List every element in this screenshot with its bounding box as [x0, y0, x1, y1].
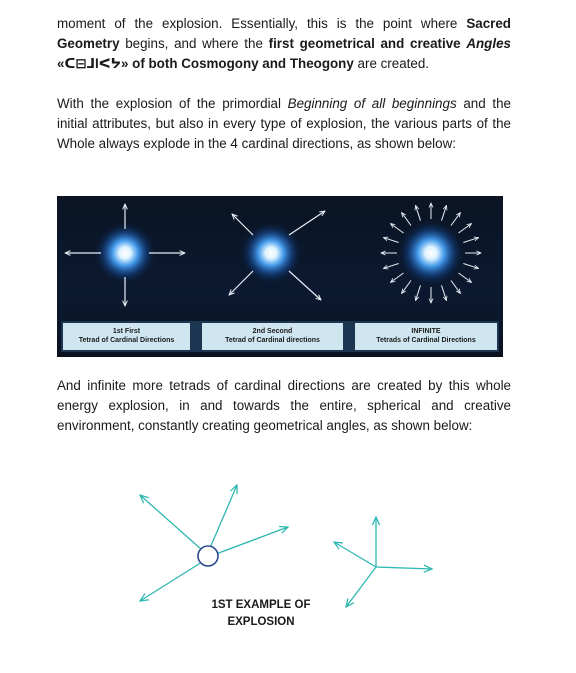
caption-second-tetrad: 2nd Second Tetrad of Cardinal directions: [202, 323, 343, 350]
radial-arrow: [463, 264, 478, 269]
burst-second-tetrad: [229, 211, 325, 300]
radial-arrow: [451, 281, 460, 294]
radial-arrow: [442, 205, 447, 220]
radial-arrow: [402, 213, 411, 226]
radial-arrow: [416, 205, 421, 220]
radial-arrow: [391, 273, 404, 282]
burst-first-tetrad: [65, 204, 185, 306]
burst-infinite-tetrads: [381, 203, 481, 303]
tetrads-banner-image: [57, 196, 503, 357]
explosion-center-circle: [198, 546, 218, 566]
example-label: 1ST EXAMPLE OF EXPLOSION: [211, 599, 311, 628]
example-two-arrows: [334, 517, 432, 607]
radial-arrow: [383, 238, 398, 243]
caption-infinite-tetrads: INFINITE Tetrads of Cardinal Directions: [355, 323, 497, 350]
example-one-arrows: [140, 485, 288, 601]
paragraph-infinite-tetrads: And infinite more tetrads of cardinal directions are created by this whole energy explosion, in and towards the entire, spherical and creative environment, constantly creating geometrical angles, as shown below:: [57, 378, 511, 433]
radial-arrow: [451, 213, 460, 226]
radial-arrow: [459, 273, 472, 282]
caption-first-tetrad: 1st First Tetrad of Cardinal Directions: [63, 323, 190, 350]
glyph-word: ᑕ⊟ᒧIᐸᔭ: [64, 56, 121, 71]
radial-arrow: [463, 238, 478, 243]
radial-arrow: [442, 285, 447, 300]
radial-arrow: [391, 224, 404, 233]
radial-arrow: [459, 224, 472, 233]
paragraph-explosion: With the explosion of the primordial Beginning of all beginnings and the initial attributes, but also in every type of explosion, the various parts of the Whole always explode in the 4 cardinal directions, as shown below:: [57, 96, 511, 151]
paragraph-sacred-geometry: moment of the explosion. Essentially, this is the point where Sacred Geometry begins, and where the first geometrical and creative Angles «ᑕ⊟ᒧIᐸᔭ» of both Cosmogony and Theogony are created.: [57, 16, 511, 71]
radial-arrow: [416, 285, 421, 300]
radial-arrow: [402, 281, 411, 294]
radial-arrow: [383, 264, 398, 269]
